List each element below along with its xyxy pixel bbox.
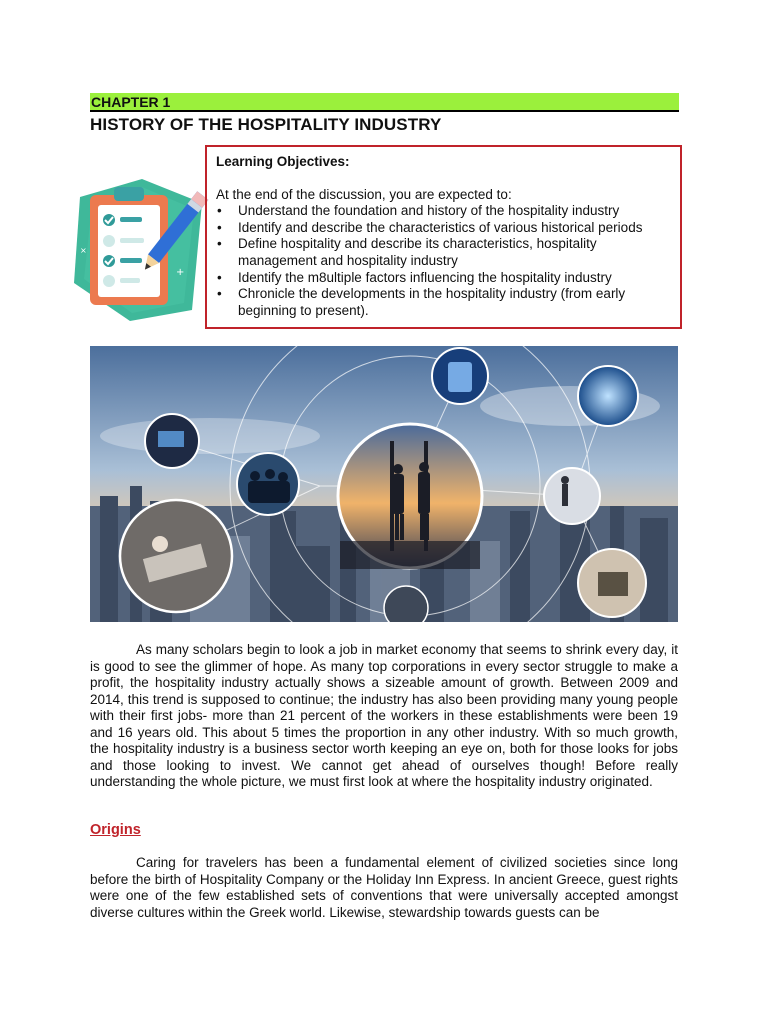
svg-text:×: × [80,246,87,255]
body-paragraph: Caring for travelers has been a fundamental element of civilized societies since long before the birth of Hospitality Company or the Holiday Inn Express. In ancient Greece, guest rights were one of the few established sets of conventions that were universally accepted amongst diverse cultures within the Greek world. Likewise, stewardship towards guests can be [90,855,678,920]
clipboard-checklist-icon [72,175,210,323]
section-heading-origins: Origins [90,822,141,838]
objective-item: • Understand the foundation and history of the hospitality industry [216,203,671,220]
objectives-intro: At the end of the discussion, you are expected to: [216,186,512,202]
objective-item: • Identify the m8ultiple factors influencing the hospitality industry [216,270,671,287]
objective-item: • Identify and describe the characteristics of various historical periods [216,220,671,237]
objectives-heading: Learning Objectives: [216,154,350,169]
body-paragraph: As many scholars begin to look a job in market economy that seems to shrink every day, it is good to see the glimmer of hope. As many top corporations in every sector struggle to make a profit, the hospitality industry actually shows a sizeable amount of growth. Between 2009 and 2014, this trend is supposed to continue; the industry has also been providing many young people with their first jobs- more than 21 percent of the workers in these establishments were been 19 and 16 years old. This about 5 times the proportion in any other industry. With so much growth, the hospitality industry is a business sector worth keeping an eye on, both for those looks for jobs and those looking to invest. We cannot get ahead of ourselves though! Before really understanding the whole picture, we must first look at where the hospitality industry originated. [90,642,678,789]
svg-text:+: + [176,267,185,278]
objectives-list [216,203,671,319]
learning-objectives-box [205,145,682,329]
objective-item: • Chronicle the developments in the hospitality industry (from early beginning to present). [216,286,671,319]
chapter-title: HISTORY OF THE HOSPITALITY INDUSTRY [90,115,442,134]
objective-item: • Define hospitality and describe its characteristics, hospitality management and hospitality industry [216,236,671,269]
city-network-image [90,346,678,622]
chapter-label: CHAPTER 1 [90,93,679,112]
